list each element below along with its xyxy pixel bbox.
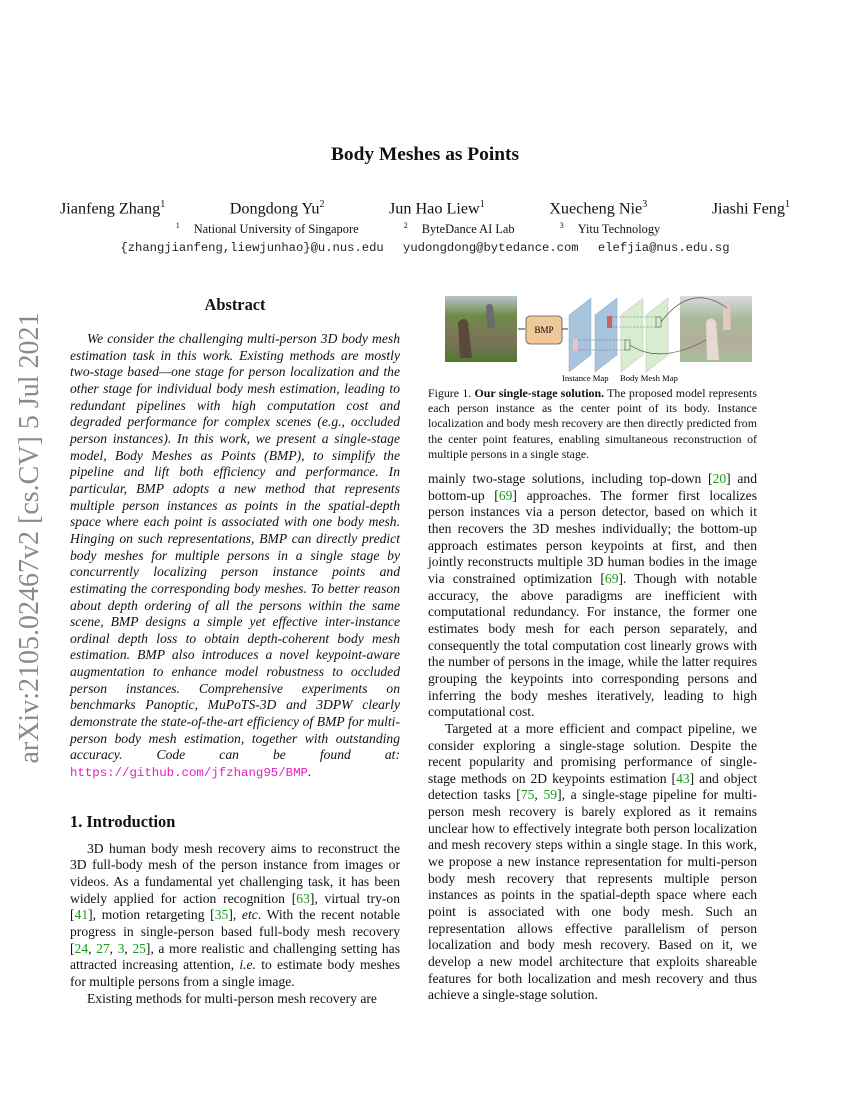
paragraph — [70, 991, 400, 1008]
citation-link[interactable]: 20 — [712, 471, 727, 487]
text: to estimate body meshes for multiple persons from a single image. — [70, 957, 400, 989]
arxiv-stamp: arXiv:2105.02467v2 [cs.CV] 5 Jul 2021 — [14, 312, 45, 764]
caption-text: The proposed model represents each person instance as the center point of its body. Instance localization and body mesh recovery are then directly predicted from the center point features, enabling simultaneous reconstruction of multiple persons in a single stage. — [428, 386, 757, 461]
citation-link[interactable]: 25 — [132, 940, 146, 956]
text: ] and object detection tasks [ — [428, 770, 757, 803]
body-mesh-map-label: Body Mesh Map — [620, 373, 678, 383]
text: ], — [228, 907, 242, 923]
intro-left-column — [70, 841, 400, 1008]
paper-title: Body Meshes as Points — [331, 144, 519, 165]
citation-link[interactable]: 59 — [543, 787, 558, 803]
text: Targeted at a more efficient and compact pipeline, we consider exploring a single-stage solution. Despite the recent popularity and promising performance of single-stage methods on 2D keypoints estimation [ — [428, 720, 757, 786]
email: elefjia@nus.edu.sg — [597, 241, 730, 255]
text: We consider the challenging multi-person 3D body mesh estimation task in this work. Existing methods are mostly two-stage based—one stage for person localization and the other stage for individual body mesh estimation, leading to redundant pipelines with high computation cost and degraded performance for complex scenes (e.g., occluded person instances). In this work, we present a single-stage model, Body Meshes as Points (BMP), to simplify the pipeline and lift both efficiency and performance. In particular, BMP adopts a new method that represents multiple person instances as points in the spatial-depth space where each point is associated with one body mesh. Hinging on such representations, BMP can directly predict body meshes for multiple persons in a single stage by concurrently localizing person instance points and estimating the corresponding body meshes. To better reason about depth ordering of all the persons within the same scene, BMP designs a simple yet effective inter-instance ordinal depth loss to obtain depth-coherent body mesh estimation. BMP also introduces a novel keypoint-aware augmentation to enhance model robustness to occluded person instances. Comprehensive experiments on benchmarks Panoptic, MuPoTS-3D and 3DPW clearly demonstrate the state-of-the-art efficiency of BMP for multi-person body mesh estimation, together with outstanding accuracy. Code can be found at: — [70, 331, 400, 763]
affiliation: $^3$ Yitu Technology — [559, 221, 661, 237]
author: Jiashi Feng$^1$ — [711, 199, 790, 218]
affiliation: $^2$ ByteDance AI Lab — [403, 221, 515, 237]
citation-link[interactable]: 63 — [296, 890, 310, 906]
text: ] and bottom-up [ — [428, 471, 757, 503]
text: ], virtual try-on [ — [70, 890, 400, 923]
abstract-heading: Abstract — [204, 295, 266, 314]
text: ], motion retargeting [ — [88, 907, 215, 923]
figure-caption — [428, 386, 757, 462]
body-mesh-map-plane — [646, 298, 668, 372]
text: , — [124, 940, 133, 956]
affiliation: $^1$ National University of Singapore — [175, 221, 359, 237]
code-link[interactable]: https://github.com/jfzhang95/BMP — [70, 766, 308, 781]
text: ] approaches. The former first localizes person instances via a person detector, based on which it then recovers the 3D meshes individually; the bottom-up approach estimates person keypoints at first, and then jointly reconstructs multiple 3D human bodies in the image via constrained optimization [ — [428, 487, 757, 586]
email: {zhangjianfeng,liewjunhao}@u.nus.edu — [120, 241, 384, 255]
citation-link[interactable]: 24 — [74, 940, 89, 956]
instance-map-plane — [569, 298, 591, 372]
text: . With the recent notable progress in single-person based full-body mesh recovery [ — [70, 907, 401, 956]
bmp-label: BMP — [534, 325, 554, 335]
citation-link[interactable]: 41 — [74, 907, 89, 923]
text: ], a single-stage pipeline for multi-person mesh recovery is barely explored as it remains unclear how to effectively integrate both person localization and mesh recovery steps within a single stage. In this work, we propose a new instance representation for multi-person body mesh recovery that represents multiple person instances as points in the spatial-depth space where each point is associated with one body mesh. Such an representation allows effective parallelism of person localization and body mesh recovery. Based on it, we develop a new model architecture that exploits shareable features for both localization and mesh recovery and thus achieve a single-stage solution. — [428, 787, 758, 1003]
author: Jun Hao Liew$^1$ — [388, 199, 485, 218]
italic-text: etc — [241, 907, 258, 923]
caption-prefix: Figure 1. — [428, 386, 472, 400]
text: , — [534, 787, 544, 803]
instance-map-label: Instance Map — [562, 373, 609, 383]
caption-bold: Our single-stage solution. — [474, 386, 605, 400]
citation-link[interactable]: 3 — [117, 940, 125, 956]
citation-link[interactable]: 35 — [214, 907, 229, 923]
figure-1 — [444, 292, 758, 384]
paragraph — [70, 841, 400, 991]
citation-link[interactable]: 27 — [96, 940, 110, 956]
right-column — [428, 292, 757, 1004]
text: ]. Though with notable accuracy, the above paradigms are inefficient with computational redundancy. For instance, the former one estimates body mesh for each person separately, and consequently the total computation cost linearly grows with the number of persons in the image, while the latter requires grouping the keypoints into corresponding persons and inferring the body meshes iteratively, leading to high computational cost. — [428, 570, 758, 720]
author: Dongdong Yu$^2$ — [229, 199, 325, 218]
text: , — [88, 940, 97, 956]
abstract-paragraph — [70, 331, 400, 782]
italic-text: i.e. — [239, 957, 256, 973]
author: Jianfeng Zhang$^1$ — [60, 199, 166, 218]
intro-right-column — [428, 471, 757, 1004]
citation-link[interactable]: 43 — [676, 770, 690, 786]
section-heading-introduction: 1. Introduction — [70, 811, 176, 831]
body-mesh-map-plane — [621, 298, 643, 372]
abstract-body — [70, 331, 400, 782]
author-list — [60, 199, 790, 218]
input-photo — [445, 296, 517, 362]
author: Xuecheng Nie$^3$ — [549, 199, 648, 218]
citation-link[interactable]: 75 — [520, 787, 535, 803]
instance-map-plane — [595, 298, 617, 372]
paragraph — [428, 471, 757, 721]
text: 3D human body mesh recovery aims to reconstruct the 3D full-body mesh of the person instance from images or videos. As a fundamental yet challenging task, it has been widely applied for action recognition [ — [70, 840, 400, 906]
email: yudongdong@bytedance.com — [403, 241, 579, 255]
text: ], a more realistic and challenging setting has attracted increasing attention, — [70, 940, 400, 973]
emails — [0, 241, 850, 255]
left-column — [70, 295, 400, 1007]
text: . — [307, 764, 312, 780]
paragraph — [428, 721, 757, 1004]
text: Existing methods for multi-person mesh recovery are — [87, 990, 377, 1006]
affiliations — [0, 221, 850, 237]
citation-link[interactable]: 69 — [604, 570, 619, 586]
citation-link[interactable]: 69 — [498, 487, 513, 503]
text: mainly two-stage solutions, including top-down [ — [428, 471, 713, 487]
text: , — [109, 940, 118, 956]
